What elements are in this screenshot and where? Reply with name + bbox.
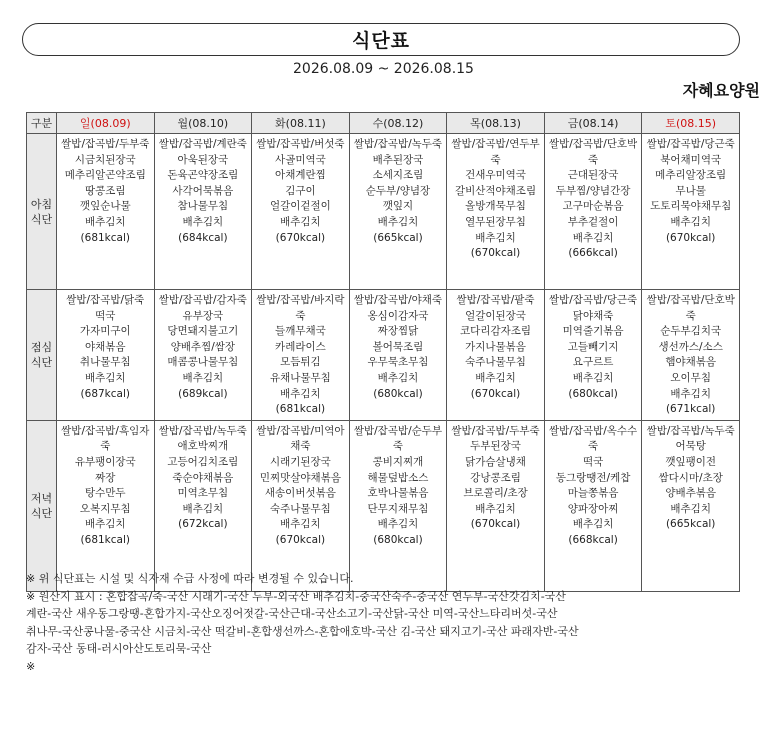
menu-item: 카레라이스: [275, 340, 326, 353]
menu-item: 배추김치: [572, 371, 614, 384]
menu-item: 배추김치: [572, 231, 614, 244]
day-header-sat: 토(08.15): [642, 113, 740, 134]
menu-item: 배추김치: [280, 518, 321, 531]
menu-item: 가지나물볶음: [465, 340, 526, 353]
calorie-value: (665kcal): [373, 231, 423, 244]
notes: [26, 570, 746, 675]
menu-item: 떡국: [95, 309, 116, 322]
menu-period: 2026.08.09 ~ 2026.08.15: [293, 61, 474, 77]
day-header-row: [27, 113, 740, 134]
menu-item: 배추김치: [377, 518, 419, 531]
menu-item: 고들빼기지: [567, 340, 619, 353]
menu-item: 배추김치: [84, 215, 126, 228]
calorie-value: (689kcal): [178, 387, 228, 400]
menu-item: 숙주나물무침: [465, 356, 526, 369]
meal-label-breakfast: 아침 식단: [27, 134, 57, 290]
calorie-value: (670kcal): [665, 231, 716, 244]
menu-cell: [349, 290, 447, 421]
note-line: ※: [26, 659, 36, 673]
menu-item: 고구마순볶음: [562, 200, 624, 213]
menu-item: 닭야채죽: [572, 309, 614, 322]
calorie-value: (666kcal): [568, 247, 618, 260]
menu-item: 옹심이감자국: [367, 309, 429, 322]
menu-item: 쌀밥/잡곡밥/팥죽: [456, 294, 535, 306]
corner-label: 구분: [27, 113, 57, 134]
menu-item: 순두부/양념장: [365, 184, 431, 197]
menu-cell: [349, 134, 447, 290]
menu-item: 돈육곤약장조림: [167, 169, 239, 182]
menu-cell: [544, 134, 642, 290]
menu-item: 배추김치: [670, 502, 711, 515]
menu-item: 배추김치: [475, 502, 516, 515]
calorie-value: (671kcal): [665, 403, 716, 416]
menu-item: 볼어묵조림: [372, 340, 424, 353]
calorie-value: (670kcal): [275, 533, 326, 546]
menu-item: 두부찜/양념간장: [555, 184, 631, 197]
menu-item: 깻잎순나물: [79, 200, 131, 213]
menu-item: 미역줄기볶음: [562, 325, 624, 338]
menu-item: 사각어묵볶음: [172, 184, 234, 197]
menu-item: 오복지무침: [79, 502, 131, 515]
day-header-wed: 수(08.12): [349, 113, 447, 134]
menu-item: 유채나물무침: [269, 371, 331, 384]
menu-item: 쌀밥/잡곡밥/계란죽: [158, 138, 247, 150]
menu-cell: [252, 290, 350, 421]
menu-cell: [447, 134, 545, 290]
calorie-value: (680kcal): [568, 387, 618, 400]
menu-item: 가자미구이: [79, 325, 131, 338]
menu-item: 강낭콩조림: [470, 471, 521, 484]
menu-item: 야채볶음: [84, 340, 126, 353]
menu-cell: [544, 420, 642, 591]
menu-item: 쌀밥/잡곡밥/옥수수죽: [548, 424, 638, 453]
day-header-mon: 월(08.10): [154, 113, 252, 134]
menu-item: 배추김치: [182, 502, 224, 515]
menu-item: 쌈다시마/초장: [658, 471, 723, 484]
menu-item: 쌀밥/잡곡밥/닭죽: [66, 294, 145, 306]
menu-item: 매콤콩나물무침: [167, 356, 239, 369]
menu-item: 사골미역국: [275, 153, 326, 166]
calorie-value: (684kcal): [178, 231, 228, 244]
menu-item: 쌀밥/잡곡밥/두부죽: [451, 424, 540, 437]
menu-item: 배추김치: [377, 215, 419, 228]
menu-item: 어묵탕: [675, 440, 706, 453]
menu-item: 양파장아찌: [567, 502, 619, 515]
calorie-value: (670kcal): [470, 387, 521, 400]
menu-cell: [57, 420, 155, 591]
menu-item: 취나물무침: [79, 356, 131, 369]
menu-item: 깻잎팽이전: [665, 455, 717, 468]
menu-item: 배추김치: [670, 215, 711, 228]
menu-item: 메추리알장조림: [655, 169, 727, 182]
menu-item: 시금치된장국: [74, 153, 136, 166]
menu-cell: [57, 134, 155, 290]
menu-item: 아채계란찜: [275, 169, 326, 182]
day-header-fri: 금(08.14): [544, 113, 642, 134]
menu-item: 순두부김치국: [660, 325, 722, 338]
menu-item: 생선까스/소스: [658, 340, 723, 353]
menu-item: 배추김치: [475, 371, 516, 384]
menu-item: 양배추찜/쌈장: [170, 340, 236, 353]
meal-label-dinner: 저녁 식단: [27, 420, 57, 591]
page-title: 식단표: [351, 30, 411, 52]
menu-item: 쌀밥/잡곡밥/순두부죽: [353, 424, 443, 453]
note-line: ※ 위 식단표는 시설 및 식자재 수급 사정에 따라 변경될 수 있습니다.: [26, 572, 354, 585]
menu-item: 애호박찌개: [177, 440, 229, 453]
meal-table: [26, 112, 740, 592]
menu-cell: [154, 290, 252, 421]
calorie-value: (670kcal): [470, 247, 521, 260]
menu-item: 쌀밥/잡곡밥/당근죽: [548, 294, 638, 306]
menu-cell: [447, 290, 545, 421]
menu-item: 유부팽이장국: [74, 455, 136, 468]
day-header-thu: 목(08.13): [447, 113, 545, 134]
menu-cell: [57, 290, 155, 421]
calorie-value: (668kcal): [568, 533, 618, 546]
menu-item: 우무묵초무침: [367, 356, 429, 369]
menu-item: 소세지조림: [372, 169, 424, 182]
menu-cell: [154, 134, 252, 290]
menu-item: 해물덮밥소스: [367, 471, 429, 484]
menu-cell: [544, 290, 642, 421]
menu-item: 호박나물볶음: [367, 487, 429, 500]
menu-item: 배추김치: [280, 387, 321, 400]
calorie-value: (665kcal): [665, 518, 716, 531]
menu-item: 메추리알곤약조림: [64, 169, 146, 182]
menu-item: 갈비산적야채조림: [454, 184, 537, 197]
menu-item: 코다리감자조림: [460, 325, 532, 338]
menu-item: 떡국: [582, 455, 604, 468]
menu-item: 도토리묵야채무침: [650, 200, 732, 213]
menu-item: 배추김치: [280, 215, 321, 228]
menu-item: 쌀밥/잡곡밥/야채죽: [353, 294, 443, 306]
meal-row-breakfast: [27, 134, 740, 290]
menu-item: 양배추볶음: [665, 487, 717, 500]
menu-item: 단무지채무침: [367, 502, 429, 515]
note-line: 감자-국산 동태-러시아산도토리묵-국산: [26, 642, 212, 655]
calorie-value: (681kcal): [80, 231, 130, 244]
meal-row-lunch: [27, 290, 740, 421]
menu-item: 콩비지찌개: [372, 455, 424, 468]
menu-item: 배추김치: [670, 387, 711, 400]
menu-item: 오이무침: [670, 371, 711, 384]
note-line: 계란-국산 새우동그랑땡-혼합가지-국산오징어젓갈-국산근대-국산소고기-국산닭-국산 미역-국산느타리버섯-국산: [26, 607, 558, 620]
menu-item: 쌀밥/잡곡밥/흑임자죽: [61, 424, 150, 453]
calorie-value: (672kcal): [178, 518, 228, 531]
calorie-value: (680kcal): [373, 387, 423, 400]
menu-item: 열무된장무침: [465, 215, 526, 228]
menu-item: 건새우미역국: [465, 169, 526, 182]
calorie-value: (680kcal): [373, 533, 423, 546]
menu-item: 배추김치: [475, 231, 516, 244]
menu-item: 얼갈이된장국: [465, 309, 526, 322]
menu-item: 배추김치: [377, 371, 419, 384]
menu-item: 쌀밥/잡곡밥/단호박죽: [548, 138, 638, 166]
menu-item: 쌀밥/잡곡밥/미역아채죽: [256, 424, 345, 453]
menu-cell: [252, 420, 350, 591]
menu-item: 두부된장국: [470, 440, 521, 453]
menu-item: 배추김치: [182, 371, 224, 384]
menu-item: 쌀밥/잡곡밥/바지락죽: [256, 294, 345, 322]
menu-item: 깻잎지: [382, 200, 414, 213]
menu-item: 마늘쫑볶음: [567, 487, 619, 500]
menu-cell: [447, 420, 545, 591]
menu-item: 닭가슴살냉채: [465, 455, 526, 468]
menu-item: 쌀밥/잡곡밥/단호박죽: [646, 294, 735, 322]
day-header-tue: 화(08.11): [252, 113, 350, 134]
menu-item: 근대된장국: [567, 169, 619, 182]
menu-item: 쌀밥/잡곡밥/녹두죽: [646, 424, 735, 437]
menu-item: 올방개묵무침: [465, 200, 526, 213]
menu-item: 쌀밥/잡곡밥/연두부죽: [451, 138, 540, 166]
menu-item: 들깨무채국: [275, 325, 326, 338]
menu-item: 당면돼지불고기: [167, 325, 239, 338]
menu-item: 김구이: [285, 184, 316, 197]
menu-item: 미역초무침: [177, 487, 229, 500]
menu-item: 땅콩조림: [84, 184, 126, 197]
menu-item: 배추김치: [84, 518, 126, 531]
menu-item: 쌀밥/잡곡밥/당근죽: [646, 138, 735, 150]
menu-item: 유부장국: [182, 309, 224, 322]
calorie-value: (681kcal): [80, 533, 130, 546]
menu-item: 배추김치: [572, 518, 614, 531]
menu-item: 무나물: [675, 184, 706, 197]
menu-item: 부추겉절이: [567, 215, 619, 228]
menu-item: 쌀밥/잡곡밥/녹두죽: [353, 138, 443, 150]
menu-item: 배추김치: [84, 371, 126, 384]
menu-cell: [642, 134, 740, 290]
note-line: ※ 원산지 표시 : 혼합잡곡/죽-국산 시래기-국산 두부-외국산 배추김치-중국산숙주-중국산 연두부-국산갓김치-국산: [26, 589, 566, 603]
menu-cell: [252, 134, 350, 290]
menu-item: 짜장: [95, 471, 116, 484]
calorie-value: (670kcal): [470, 518, 521, 531]
menu-cell: [154, 420, 252, 591]
menu-item: 탕수만두: [84, 487, 126, 500]
menu-item: 북어채미역국: [660, 153, 722, 166]
menu-item: 동그랑땡전/케찹: [555, 471, 631, 484]
menu-item: 죽순야채볶음: [172, 471, 234, 484]
menu-item: 숙주나물무침: [269, 502, 331, 515]
menu-cell: [642, 420, 740, 591]
menu-item: 모듬튀김: [280, 356, 321, 369]
menu-cell: [642, 290, 740, 421]
menu-item: 새송이버섯볶음: [264, 487, 336, 500]
menu-item: 배추된장국: [372, 153, 424, 166]
menu-item: 쌀밥/잡곡밥/버섯죽: [256, 138, 345, 150]
calorie-value: (670kcal): [275, 231, 326, 244]
menu-item: 민찌맛살야채볶음: [259, 471, 341, 484]
menu-item: 참나물무침: [177, 200, 229, 213]
calorie-value: (687kcal): [80, 387, 130, 400]
menu-item: 브로콜리/초장: [463, 487, 528, 500]
menu-item: 햄야채볶음: [665, 356, 717, 369]
title-box: [22, 23, 740, 56]
day-header-sun: 일(08.09): [57, 113, 155, 134]
menu-item: 요구르트: [572, 356, 614, 369]
menu-item: 고등어김치조림: [167, 455, 239, 468]
menu-item: 배추김치: [182, 215, 224, 228]
meal-row-dinner: [27, 420, 740, 591]
menu-cell: [349, 420, 447, 591]
menu-item: 짜장찜닭: [377, 325, 419, 338]
meal-label-lunch: 점심 식단: [27, 290, 57, 421]
calorie-value: (681kcal): [275, 403, 326, 416]
menu-item: 쌀밥/잡곡밥/녹두죽: [158, 424, 247, 437]
organization-name: 자혜요양원: [682, 81, 760, 100]
menu-item: 시래기된장국: [269, 455, 331, 468]
menu-item: 아욱된장국: [177, 153, 229, 166]
menu-item: 얼갈이겉절이: [269, 200, 331, 213]
menu-item: 쌀밥/잡곡밥/두부죽: [61, 138, 150, 150]
note-line: 취나무-국산콩나물-중국산 시금치-국산 떡갈비-혼합생선까스-혼합애호박-국산 김-국산 돼지고기-국산 파래자반-국산: [26, 624, 579, 638]
menu-item: 쌀밥/잡곡밥/감자죽: [158, 294, 247, 306]
